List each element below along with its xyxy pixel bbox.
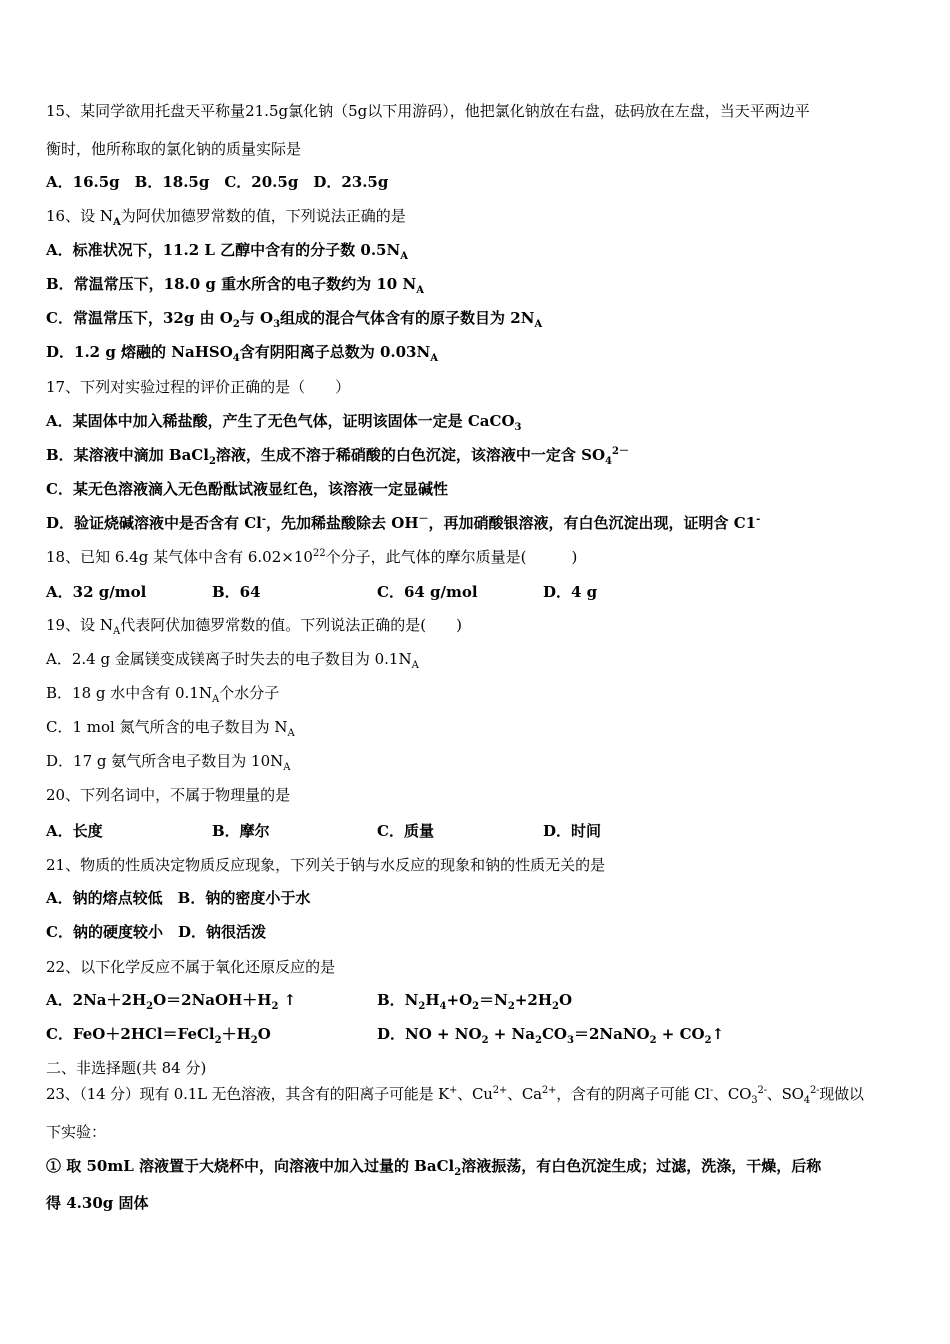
q21-stem: 21、物质的性质决定物质反应现象，下列关于钠与水反应的现象和钠的性质无关的是 bbox=[46, 856, 606, 874]
q20-option-c: C．质量 bbox=[377, 822, 434, 840]
q17-stem: 17、下列对实验过程的评价正确的是（ ） bbox=[46, 378, 351, 396]
q19-option-d: D．17 g 氨气所含电子数目为 $10N_A$ bbox=[46, 752, 291, 773]
q18-option-c: C．64 g/mol bbox=[377, 583, 478, 601]
q19-option-c: C．1 mol 氮气所含的电子数目为 $N_A$ bbox=[46, 718, 295, 739]
q17-option-a: A．某固体中加入稀盐酸，产生了无色气体，证明该固体一定是 CaCO$_3$ bbox=[46, 412, 522, 433]
q22-option-a: A．$2Na+2H_2O=2NaOH+H_2$ ↑ bbox=[46, 991, 297, 1012]
q16-option-c: C．常温常压下，32g 由 $O_2$与 $O_3$组成的混合气体含有的原子数目为 $2N_A$ bbox=[46, 309, 543, 330]
q22-option-c: C．$FeO+2HCl=FeCl_2+H_2O$ bbox=[46, 1025, 271, 1046]
q20-option-b: B．摩尔 bbox=[212, 822, 270, 840]
q22-option-d: D．NO + $NO_2$ + $Na_2CO_3=2NaNO_2$ + $CO_2↑$ bbox=[377, 1025, 725, 1046]
q18-option-b: B．64 bbox=[212, 583, 261, 601]
q15-options: A．16.5g B．18.5g C．20.5g D．23.5g bbox=[46, 173, 389, 191]
q22-options-row2 bbox=[46, 1024, 910, 1046]
q19-stem: 19、设 $N_A$代表阿伏加德罗常数的值。下列说法正确的是( ) bbox=[46, 616, 462, 637]
q18-options bbox=[46, 582, 910, 604]
q19-option-b: B．18 g 水中含有 $0.1N_A$个水分子 bbox=[46, 684, 280, 705]
q18-option-d: D．4 g bbox=[543, 583, 598, 601]
q23-stem-line1: 23、（14 分）现有 0.1L 无色溶液，其含有的阳离子可能是 K+、$Cu^{2+}$、$Ca^{2+}$，含有的阴离子可能 Cl-、$CO_3^{2-}$、$SO_4^{2-}$现做以 bbox=[46, 1085, 864, 1106]
q16-stem: 16、设 $N_A$为阿伏加德罗常数的值，下列说法正确的是 bbox=[46, 207, 406, 228]
q20-option-a: A．长度 bbox=[46, 822, 103, 840]
q23-stem-line2: 下实验： bbox=[46, 1123, 107, 1141]
q18-option-a: A．32 g/mol bbox=[46, 583, 147, 601]
q17-option-b: B．某溶液中滴加 BaCl$_2$溶液，生成不溶于稀硝酸的白色沉淀，该溶液中一定含 $SO_4^{2-}$ bbox=[46, 446, 629, 467]
q16-option-d: D．1.2 g 熔融的 NaHSO$_4$含有阴阳离子总数为 $0.03N_A$ bbox=[46, 343, 438, 364]
q20-stem: 20、下列名词中，不属于物理量的是 bbox=[46, 786, 291, 804]
q22-option-b: B．$N_2H_4+O_2=N_2+2H_2O$ bbox=[377, 991, 573, 1012]
q17-option-c: C．某无色溶液滴入无色酚酞试液显红色，该溶液一定显碱性 bbox=[46, 480, 448, 498]
q16-option-a: A．标准状况下，11.2 L 乙醇中含有的分子数 $0.5N_A$ bbox=[46, 241, 408, 262]
q20-option-d: D．时间 bbox=[543, 822, 602, 840]
q23-step1-line1: ① 取 50mL 溶液置于大烧杯中，向溶液中加入过量的 BaCl$_2$溶液振荡，有白色沉淀生成；过滤，洗涤，干燥，后称 bbox=[46, 1157, 822, 1178]
q15-stem-line2: 衡时，他所称取的氯化钠的质量实际是 bbox=[46, 140, 302, 158]
q23-step1-line2: 得 4.30g 固体 bbox=[46, 1194, 149, 1212]
q16-option-b: B．常温常压下，18.0 g 重水所含的电子数约为 10 $N_A$ bbox=[46, 275, 424, 296]
q22-options-row1 bbox=[46, 990, 910, 1012]
q20-options bbox=[46, 821, 910, 843]
q17-option-d: D．验证烧碱溶液中是否含有 Cl-，先加稀盐酸除去 OH－，再加硝酸银溶液，有白色沉淀出现，证明含 C1- bbox=[46, 514, 761, 532]
q15-stem-line1: 15、某同学欲用托盘天平称量21.5g氯化钠（5g以下用游码），他把氯化钠放在右盘，砝码放在左盘，当天平两边平 bbox=[46, 102, 810, 120]
q22-stem: 22、以下化学反应不属于氧化还原反应的是 bbox=[46, 958, 336, 976]
q18-stem: 18、已知 6.4g 某气体中含有 $6.02\times 10^{22}$个分子，此气体的摩尔质量是( ) bbox=[46, 548, 578, 566]
section-heading: 二、非选择题(共 84 分) bbox=[46, 1059, 207, 1077]
q19-option-a: A．2.4 g 金属镁变成镁离子时失去的电子数目为 $0.1N_A$ bbox=[46, 650, 419, 671]
q21-options-row1: A．钠的熔点较低 B．钠的密度小于水 bbox=[46, 889, 311, 907]
q21-options-row2: C．钠的硬度较小 D．钠很活泼 bbox=[46, 923, 266, 941]
